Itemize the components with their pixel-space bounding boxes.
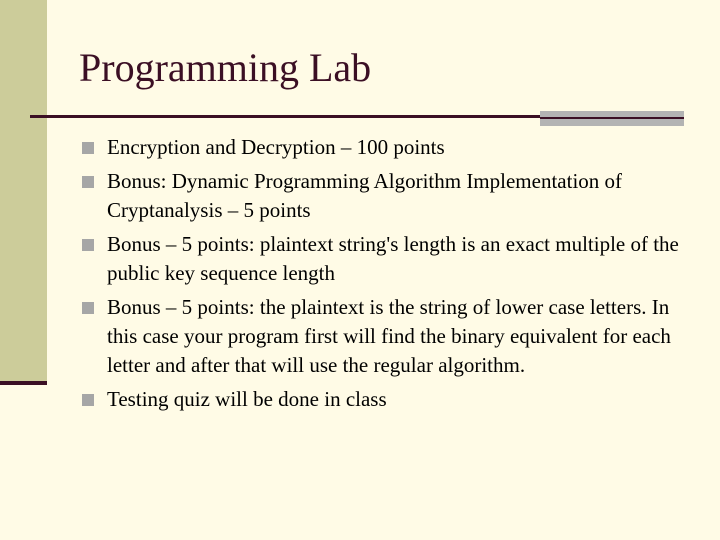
bullet-text: Testing quiz will be done in class [107,387,387,411]
left-accent-band [0,0,47,383]
bullet-item [82,230,682,288]
left-accent-line [0,381,47,385]
bullet-list [82,133,682,419]
square-bullet-icon [82,176,94,188]
square-bullet-icon [82,142,94,154]
square-bullet-icon [82,239,94,251]
square-bullet-icon [82,394,94,406]
bullet-item [82,293,682,380]
bullet-text: Encryption and Decryption – 100 points [107,135,445,159]
bullet-item [82,167,682,225]
bullet-item [82,133,682,162]
slide-title: Programming Lab [79,45,372,90]
bullet-text: Bonus: Dynamic Programming Algorithm Implementation of Cryptanalysis – 5 points [107,169,623,222]
title-divider [30,115,542,118]
title-divider-accent-bottom [540,119,684,126]
bullet-item [82,385,682,414]
bullet-text: Bonus – 5 points: the plaintext is the string of lower case letters. In this case your program first will find the binary equivalent for each letter and after that will use the regular algorithm. [107,295,671,377]
bullet-text: Bonus – 5 points: plaintext string's length is an exact multiple of the public key sequence length [107,232,679,285]
square-bullet-icon [82,302,94,314]
